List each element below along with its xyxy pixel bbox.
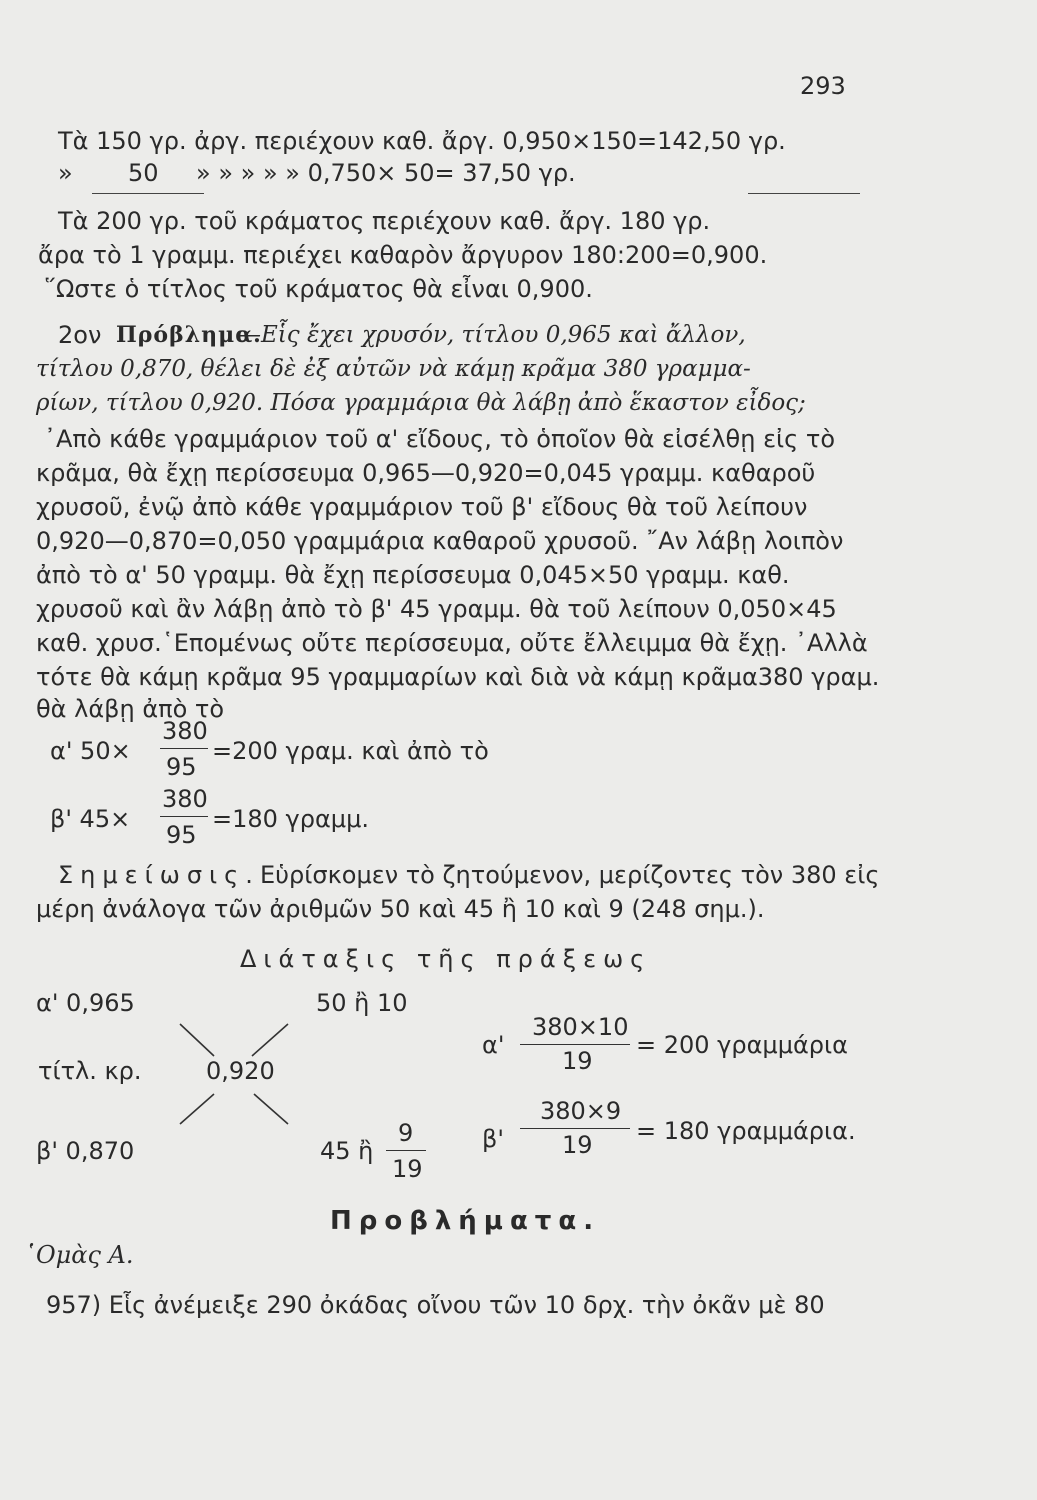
sum-rule [748,193,860,194]
fraction-denominator: 95 [166,821,197,849]
cross-line [252,1024,288,1056]
text-line: ῞Ωστε ὁ τίτλος τοῦ κράματος θὰ εἶναι 0,900. [44,275,593,303]
fraction-numerator: 380 [162,717,208,745]
equation-prefix: α' 50× [50,737,131,765]
diagram-a-title: α' 0,965 [36,989,135,1017]
solution-line: ἀπὸ τὸ α' 50 γραμμ. θὰ ἔχῃ περίσσευμα 0,045×50 γραμμ. καθ. [36,561,790,589]
fraction-denominator: 19 [562,1047,593,1075]
solution-line: χρυσοῦ, ἐνῷ ἀπὸ κάθε γραμμάριον τοῦ β' εἴδους θὰ τοῦ λείπουν [36,493,808,521]
equation-result: =180 γραμμ. [212,805,369,833]
result-a-value: = 200 γραμμάρια [636,1031,848,1059]
problem-label: Πρόβλημα. [116,322,262,348]
solution-line: ᾿Απὸ κάθε γραμμάριον τοῦ α' εἴδους, τὸ ὁποῖον θὰ εἰσέλθῃ εἰς τὸ [44,425,836,453]
fraction-numerator: 9 [398,1119,414,1147]
fraction-bar [386,1150,426,1151]
cross-line [254,1094,288,1124]
fraction-numerator: 380 [162,785,208,813]
section-title: Προβλήματα. [330,1206,601,1236]
problem-text: ρίων, τίτλου 0,920. Πόσα γραμμάρια θὰ λάβῃ ἀπὸ ἕκαστον εἶδος; [36,390,806,416]
equation-prefix: β' 45× [50,805,131,833]
result-a-label: α' [482,1031,505,1059]
text-line: ἄρα τὸ 1 γραμμ. περιέχει καθαρὸν ἄργυρον 180:200=0,900. [38,241,768,269]
result-b-value: = 180 γραμμάρια. [636,1117,856,1145]
text-line: Τὰ 200 γρ. τοῦ κράματος περιέχουν καθ. ἄργ. 180 γρ. [58,207,711,235]
note-label: Σημείωσις. [58,861,260,889]
solution-line: τότε θὰ κάμῃ κρᾶμα 95 γραμμαρίων καὶ διὰ νὰ κάμῃ κρᾶμα380 γραμ. [36,663,880,691]
fraction-denominator: 19 [392,1155,423,1183]
sum-rule [92,193,204,194]
solution-line: 0,920—0,870=0,050 γραμμάρια καθαροῦ χρυσοῦ. ῎Αν λάβῃ λοιπὸν [36,527,844,555]
text-line: » » » » » 0,750× 50= 37,50 γρ. [196,159,576,187]
fraction-bar [520,1128,630,1129]
problem-label-number: 2ον [58,321,102,349]
problem-text: —Εἷς ἔχει χρυσόν, τίτλου 0,965 καὶ ἄλλον, [238,322,746,348]
fraction-denominator: 95 [166,753,197,781]
diagram-b-title: β' 0,870 [36,1137,135,1165]
solution-line: κρᾶμα, θὰ ἔχῃ περίσσευμα 0,965—0,920=0,045 γραμμ. καθαροῦ [36,459,816,487]
cross-line [180,1024,214,1056]
exercise-line: 957) Εἷς ἀνέμειξε 290 ὀκάδας οἴνου τῶν 10 δρχ. τὴν ὀκᾶν μὲ 80 [46,1291,825,1319]
note-text: Εὑρίσκομεν τὸ ζητούμενον, μερίζοντες τὸν 380 εἰς [260,861,880,889]
solution-line: χρυσοῦ καὶ ἂν λάβῃ ἀπὸ τὸ β' 45 γραμμ. θὰ τοῦ λείπουν 0,050×45 [36,595,837,623]
text-line: Τὰ 150 γρ. ἀργ. περιέχουν καθ. ἄργ. 0,950×150=142,50 γρ. [58,127,786,155]
text-line: 50 [128,159,159,187]
equation-result: =200 γραμ. καὶ ἀπὸ τὸ [212,737,489,765]
diagram-heading: Διάταξις τῆς πράξεως [240,945,652,973]
fraction-denominator: 19 [562,1131,593,1159]
diagram-mid-label: τίτλ. κρ. [38,1057,142,1085]
result-b-label: β' [482,1125,504,1153]
fraction-bar [160,748,208,749]
solution-line: θὰ λάβῃ ἀπὸ τὸ [36,695,225,723]
diagram-top-right: 50 ἢ 10 [316,989,408,1017]
note-text: μέρη ἀνάλογα τῶν ἀριθμῶν 50 καὶ 45 ἢ 10 καὶ 9 (248 σημ.). [36,895,765,923]
fraction-numerator: 380×9 [540,1097,622,1125]
fraction-bar [160,816,208,817]
fraction-bar [520,1044,630,1045]
group-label: ῾Ομὰς Α. [24,1241,134,1269]
diagram-mid-value: 0,920 [206,1057,275,1085]
solution-line: καθ. χρυσ.῾Επομένως οὔτε περίσσευμα, οὔτε ἔλλειμμα θὰ ἔχῃ. ᾿Αλλὰ [36,629,868,657]
cross-line [180,1094,214,1124]
problem-text: τίτλου 0,870, θέλει δὲ ἐξ αὐτῶν νὰ κάμῃ κρᾶμα 380 γραμμα- [36,356,751,382]
fraction-numerator: 380×10 [532,1013,629,1041]
text-line: » [58,159,73,187]
page-number: 293 [800,72,846,100]
diagram-bottom-right: 45 ἢ [320,1137,374,1165]
